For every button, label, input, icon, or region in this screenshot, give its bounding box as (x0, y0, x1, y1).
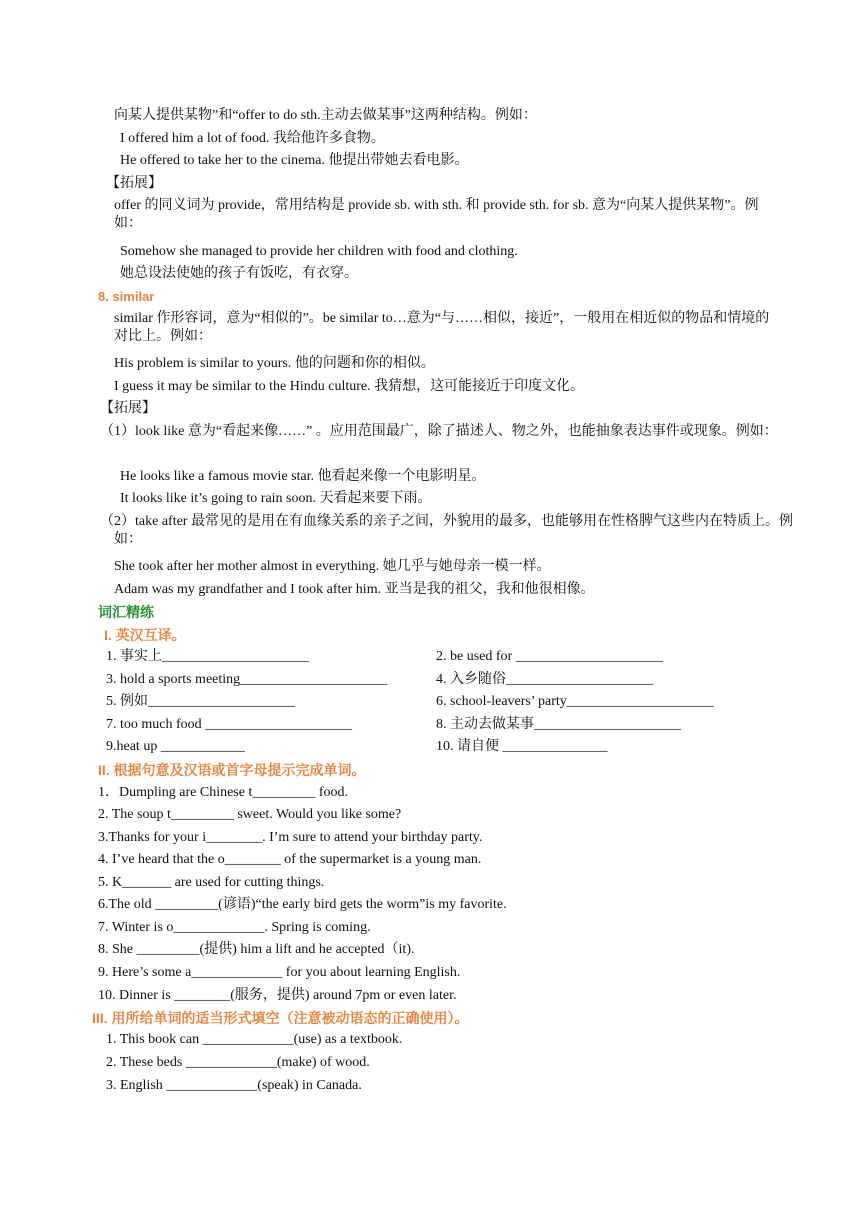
offer-extension-text (114, 197, 778, 233)
offer-extension-example: Somehow she managed to provide her children with food and clothing. (120, 244, 518, 259)
offer-example-2: He offered to take her to the cinema. 他提出带她去看电影。 (120, 153, 469, 168)
offer-example-1: I offered him a lot of food. 我给他许多食物。 (120, 131, 385, 146)
exercises-title: 词汇精练 (98, 604, 154, 620)
look-like-example-1: He looks like a famous movie star. 他看起来像一个电影明星。 (120, 469, 486, 484)
part1-item: 2. be used for _____________________ (436, 649, 663, 664)
similar-extension-label: 【拓展】 (100, 401, 156, 416)
part1-item: 8. 主动去做某事_____________________ (436, 717, 681, 732)
offer-extension-example-cn: 她总设法使她的孩子有饭吃，有衣穿。 (120, 266, 358, 281)
offer-continuation: 向某人提供某物”和“offer to do sth.主动去做某事”这两种结构。例如： (114, 108, 537, 123)
similar-example-1: His problem is similar to yours. 他的问题和你的相似。 (114, 356, 435, 371)
similar-heading: 8. similar (98, 289, 155, 304)
take-after-example-1: She took after her mother almost in everything. 她几乎与她母亲一模一样。 (114, 559, 551, 574)
look-like-example-2: It looks like it’s going to rain soon. 天看起来要下雨。 (120, 491, 432, 506)
part1-item: 7. too much food _____________________ (106, 717, 353, 732)
look-like-text: （1）look like 意为“看起来像……” 。应用范围最广，除了描述人、物之外，也能抽象表达事件或现象。例如： (100, 424, 778, 439)
offer-extension-text-content: offer 的同义词为 provide，常用结构是 provide sb. with sth. 和 provide sth. for sb. 意为“向某人提供某物”。例如： (114, 198, 759, 231)
part2-item: 3.Thanks for your i________. I’m sure to attend your birthday party. (98, 830, 483, 845)
part2-item: 4. I’ve heard that the o________ of the supermarket is a young man. (98, 852, 482, 867)
similar-description: similar 作形容词，意为“相似的”。be similar to…意为“与……相似，接近”，一般用在相近似的物品和情境的对比上。例如： (114, 311, 770, 344)
part1-heading: I. 英汉互译。 (104, 627, 186, 643)
take-after-example-2: Adam was my grandfather and I took after him. 亚当是我的祖父，我和他很相像。 (114, 582, 595, 597)
part3-item: 3. English _____________(speak) in Canada. (106, 1078, 362, 1093)
part2-item: 7. Winter is o_____________. Spring is coming. (98, 920, 371, 935)
part1-item: 4. 入乡随俗_____________________ (436, 672, 653, 687)
part1-item: 9.heat up ____________ (106, 739, 245, 754)
part2-item: 5. K_______ are used for cutting things. (98, 875, 325, 890)
part2-item: 10. Dinner is ________(服务，提供) around 7pm or even later. (98, 988, 457, 1003)
part1-item: 3. hold a sports meeting_____________________ (106, 672, 388, 687)
part1-item: 10. 请自便 _______________ (436, 739, 608, 754)
part2-item: 2. The soup t_________ sweet. Would you like some? (98, 807, 402, 822)
take-after-text: （2）take after 最常见的是用在有血缘关系的亲子之间，外貌用的最多，也能够用在性格脾气这些内在特质上。例如： (100, 514, 793, 547)
part3-item: 1. This book can _____________(use) as a textbook. (106, 1032, 403, 1047)
part3-item: 2. These beds _____________(make) of wood. (106, 1055, 370, 1070)
part2-item: 1．Dumpling are Chinese t_________ food. (98, 785, 349, 800)
part2-heading: II. 根据句意及汉语或首字母提示完成单词。 (98, 762, 366, 778)
part1-item: 6. school-leavers’ party_____________________ (436, 694, 714, 709)
part1-item: 1. 事实上_____________________ (106, 649, 309, 664)
offer-extension-label: 【拓展】 (106, 176, 162, 191)
similar-example-2: I guess it may be similar to the Hindu culture. 我猜想，这可能接近于印度文化。 (114, 379, 585, 394)
part2-item: 9. Here’s some a_____________ for you about learning English. (98, 965, 461, 980)
part3-heading: III. 用所给单词的适当形式填空（注意被动语态的正确使用）。 (92, 1010, 469, 1026)
part2-item: 8. She _________(提供) him a lift and he accepted（it). (98, 942, 415, 957)
part2-item: 6.The old _________(谚语)“the early bird gets the worm”is my favorite. (98, 897, 507, 912)
part1-item: 5. 例如_____________________ (106, 694, 295, 709)
